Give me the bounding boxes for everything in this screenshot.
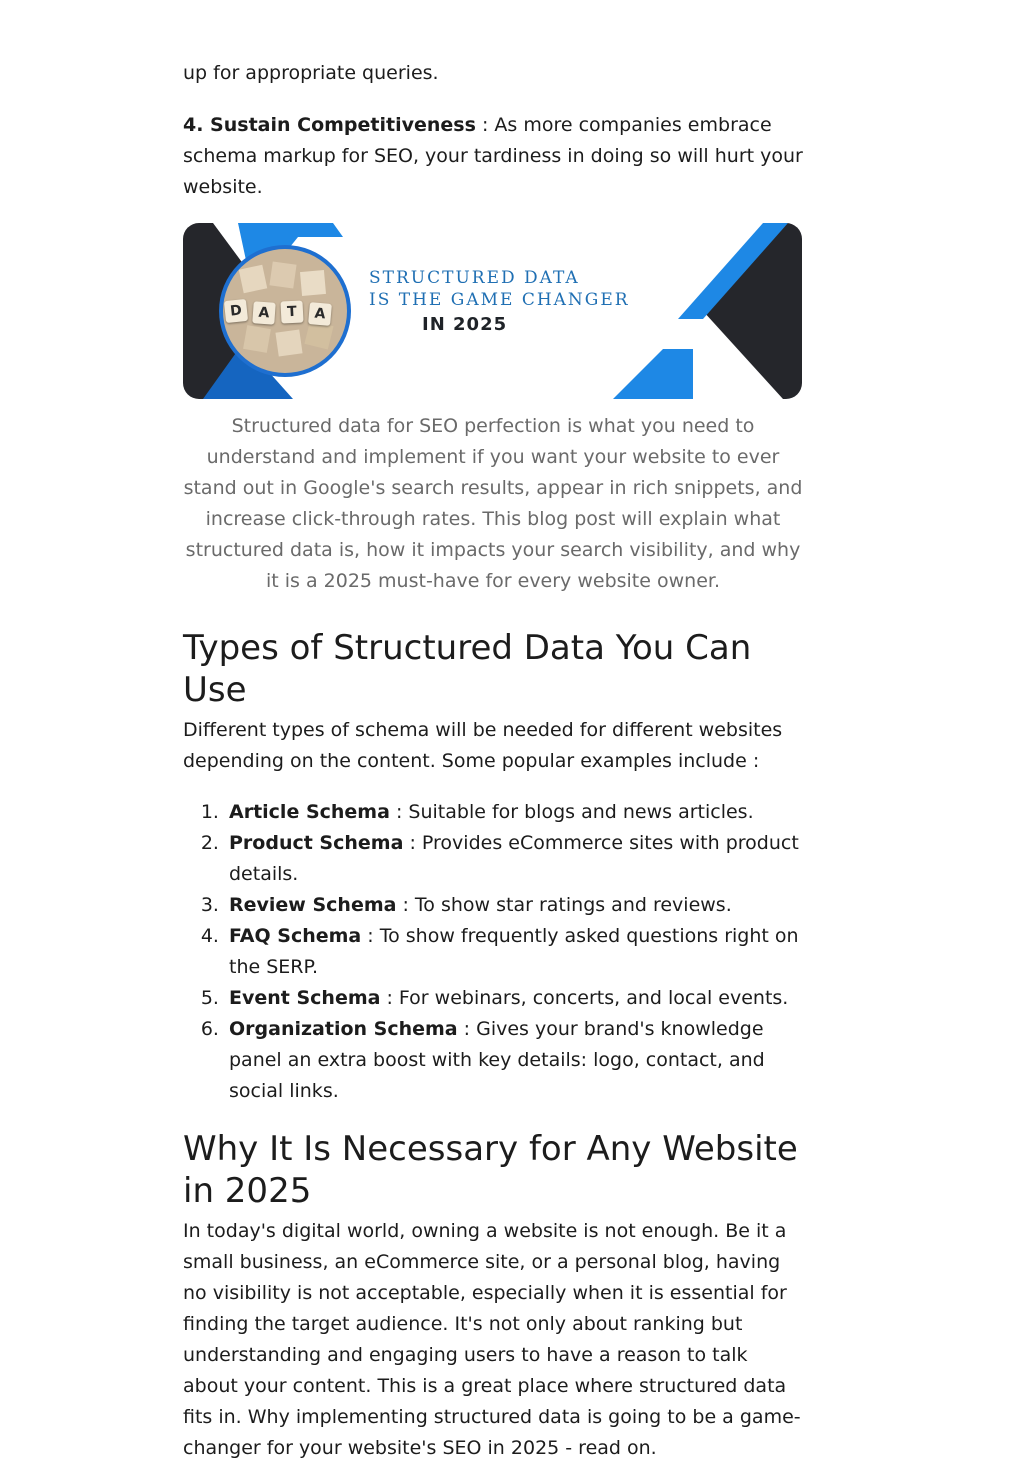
- banner-year: IN 2025: [422, 314, 508, 335]
- banner-title-line2: IS THE GAME CHANGER: [369, 290, 630, 310]
- banner-title: [369, 267, 630, 311]
- banner-caption: Structured data for SEO perfection is what you need to understand and implement if you want your website to ever stand out in Google's search results, appear in rich snippets, and increase click-through rates. This blog post will explain what structured data is, how it impacts your search visibility, and why it is a 2025 must-have for every website owner.: [183, 415, 803, 592]
- list-item: [225, 921, 803, 983]
- list-item-text: : To show star ratings and reviews.: [396, 894, 732, 916]
- list-item-text: : To show frequently asked questions right on the SERP.: [229, 925, 799, 978]
- point-text: : As more companies embrace schema markup for SEO, your tardiness in doing so will hurt your website.: [183, 114, 803, 198]
- list-item: [225, 890, 803, 921]
- intro-text: up for appropriate queries.: [183, 62, 439, 84]
- tile-d: D: [224, 299, 248, 323]
- tile-a: A: [252, 301, 275, 324]
- point-label: 4. Sustain Competitiveness: [183, 114, 476, 136]
- banner-right-blue-bottom: [613, 349, 693, 399]
- article-body: [183, 58, 803, 1464]
- list-item-label: Article Schema: [229, 801, 390, 823]
- section-types-paragraph: Different types of schema will be needed for different websites depending on the content. Some popular examples include :: [183, 719, 783, 772]
- list-item-label: FAQ Schema: [229, 925, 362, 947]
- list-item: [225, 828, 803, 890]
- list-item-label: Review Schema: [229, 894, 397, 916]
- list-item-text: : For webinars, concerts, and local events.: [380, 987, 789, 1009]
- tile-t: T: [280, 300, 303, 323]
- list-item-text: : Suitable for blogs and news articles.: [389, 801, 754, 823]
- tile-a2: A: [308, 302, 332, 326]
- section-heading-types: Types of Structured Data You Can Use: [183, 628, 752, 710]
- list-item-label: Event Schema: [229, 987, 381, 1009]
- schema-types-list: [183, 797, 803, 1107]
- list-item-label: Organization Schema: [229, 1018, 458, 1040]
- list-item-text: : Gives your brand's knowledge panel an extra boost with key details: logo, contact, and social links.: [229, 1018, 765, 1102]
- section-heading-why: Why It Is Necessary for Any Website in 2025: [183, 1129, 798, 1211]
- banner-title-line1: STRUCTURED DATA: [369, 268, 580, 288]
- list-item: [225, 797, 803, 828]
- structured-data-banner: [183, 223, 802, 399]
- banner-graphic: [183, 223, 802, 399]
- section-why-paragraph: In today's digital world, owning a website is not enough. Be it a small business, an eCommerce site, or a personal blog, having no visibility is not acceptable, especially when it is essential for finding the target audience. It's not only about ranking but understanding and engaging users to have a reason to talk about your content. This is a great place where structured data fits in. Why implementing structured data is going to be a game-changer for your website's SEO in 2025 - read on.: [183, 1220, 801, 1459]
- list-item: [225, 1014, 803, 1107]
- point-sustain-competitiveness: [183, 110, 803, 203]
- list-item-text: : Provides eCommerce sites with product details.: [229, 832, 799, 885]
- list-item-label: Product Schema: [229, 832, 404, 854]
- list-item: [225, 983, 803, 1014]
